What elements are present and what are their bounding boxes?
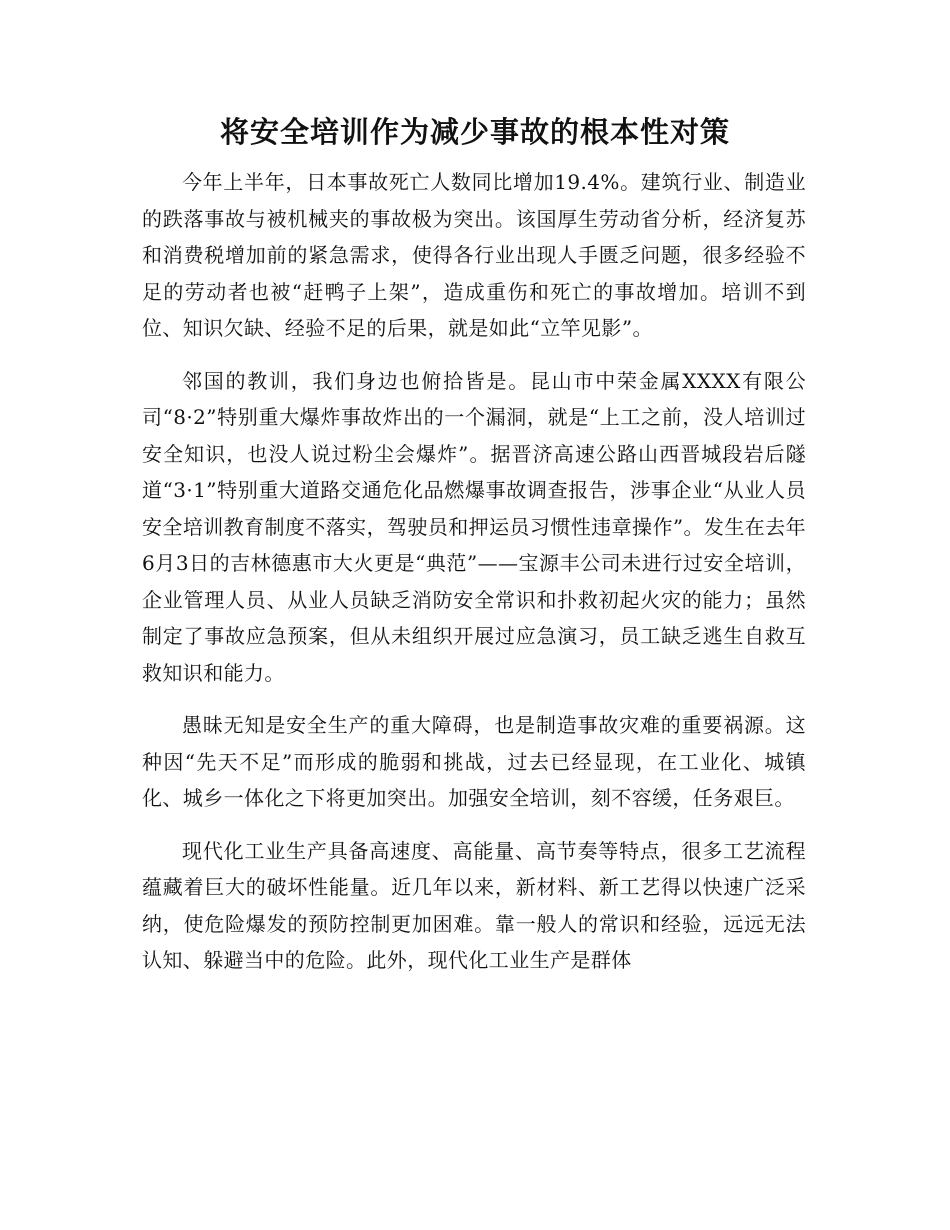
paragraph: 今年上半年，日本事故死亡人数同比增加19.4%。建筑行业、制造业的跌落事故与被机械夹的事故极为突出。该国厚生劳动省分析，经济复苏和消费税增加前的紧急需求，使得各行业出现人手匮乏问题，很多经验不足的劳动者也被“赶鸭子上架”，造成重伤和死亡的事故增加。培训不到位、知识欠缺、经验不足的后果，就是如此“立竿见影”。 — [142, 170, 806, 340]
document-title: 将安全培训作为减少事故的根本性对策 — [219, 115, 730, 149]
paragraph: 现代化工业生产具备高速度、高能量、高节奏等特点，很多工艺流程蕴藏着巨大的破坏性能量。近几年以来，新材料、新工艺得以快速广泛采纳，使危险爆发的预防控制更加困难。靠一般人的常识和经验，远远无法认知、躲避当中的危险。此外，现代化工业生产是群体 — [142, 838, 806, 972]
document-body — [142, 164, 806, 979]
paragraph: 邻国的教训，我们身边也俯拾皆是。昆山市中荣金属XXXX有限公司“8·2”特别重大爆炸事故炸出的一个漏洞，就是“上工之前，没人培训过安全知识，也没人说过粉尘会爆炸”。据晋济高速公路山西晋城段岩后隧道“3·1”特别重大道路交通危化品燃爆事故调查报告，涉事企业“从业人员安全培训教育制度不落实，驾驶员和押运员习惯性违章操作”。发生在去年6月3日的吉林德惠市大火更是“典范”——宝源丰公司未进行过安全培训，企业管理人员、从业人员缺乏消防安全常识和扑救初起火灾的能力；虽然制定了事故应急预案，但从未组织开展过应急演习，员工缺乏逃生自救互救知识和能力。 — [142, 368, 806, 685]
paragraph: 愚昧无知是安全生产的重大障碍，也是制造事故灾难的重要祸源。这种因“先天不足”而形成的脆弱和挑战，过去已经显现，在工业化、城镇化、城乡一体化之下将更加突出。加强安全培训，刻不容缓，任务艰巨。 — [142, 713, 806, 810]
